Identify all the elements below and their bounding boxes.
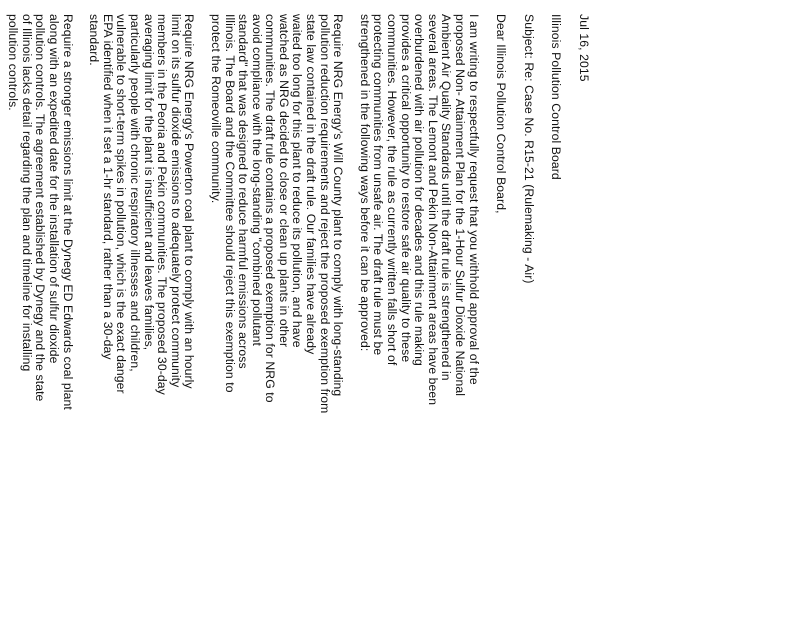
paragraph-line: watched as NRG decided to close or clean up plants in other <box>276 14 291 348</box>
paragraph-line: strengthened in the following ways before it can be approved: <box>357 14 372 352</box>
paragraph-line: pollution controls. <box>6 14 21 111</box>
paragraph-line: several areas. The Lemont and Pekin Non-Attainment areas have been <box>425 14 440 406</box>
letter-salutation: Dear Illinois Pollution Control Board, <box>494 14 509 214</box>
paragraph-line: along with an expedited date for the installation of sulfur dioxide <box>47 14 61 364</box>
paragraph-intro <box>357 14 479 614</box>
paragraph-line: standard. <box>87 14 102 66</box>
paragraph-line: proposed Non- Attainment Plan for the 1-Hour Sulfur Dioxide National <box>453 14 468 397</box>
paragraph-line: communities. The draft rule contains a proposed exemption for NRG to <box>263 14 278 403</box>
paragraph-line: waited too long for this plant to reduce its pollution, and have <box>290 14 305 348</box>
paragraph-line: Illinois. The Board and the Committee should reject this exemption to <box>222 14 237 393</box>
paragraph-line: pollution controls. The agreement established by Dynegy and the state <box>33 14 48 402</box>
paragraph-line: protect the Romeoville community. <box>208 14 223 204</box>
paragraph-line: EPA identified when it set a 1-hr standard, rather than a 30-day <box>100 14 115 360</box>
letter-recipient: Illinois Pollution Control Board <box>549 14 564 180</box>
paragraph-line: Ambient Air Quality Standards until the draft rule is strengthened in <box>439 14 454 381</box>
paragraph-line: Require a stronger emissions limit at the Dynegy ED Edwards coal plant <box>60 14 75 410</box>
paragraph-line: protecting communities from unsafe air. The draft rule must be <box>371 14 386 356</box>
letter-subject: Subject: Re: Case No. R15-21 (Rulemaking - Air) <box>521 14 536 284</box>
paragraph-line: limit on its sulfur dioxide emissions to adequately protect community <box>168 14 183 388</box>
paragraph-will-county <box>208 14 344 614</box>
letter-date: Jul 16, 2015 <box>577 14 591 82</box>
paragraph-line: particularly people with chronic respiratory illnesses and children, <box>127 14 142 372</box>
paragraph-line: Require NRG Energy's Will County plant to comply with long-standing <box>331 14 346 397</box>
paragraph-line: I am writing to respectfully request that you withhold approval of the <box>466 14 481 385</box>
paragraph-line: state law contained in the draft rule. Our families have already <box>304 14 319 355</box>
paragraph-line: communities. However, the rule as currently written falls short of <box>385 14 400 366</box>
paragraph-line: pollution reduction requirements and reject the proposed exemption from <box>317 14 332 414</box>
paragraph-powerton <box>87 14 196 614</box>
paragraph-line: standard" that was designed to reduce harmful emissions across <box>236 14 251 369</box>
paragraph-line: overburdened with air pollution for decades and this rule making <box>412 14 427 366</box>
paragraph-line: averaging limit for the plant is insufficient and leaves families, <box>141 14 156 351</box>
paragraph-line: Require NRG Energy's Powerton coal plant to comply with an hourly <box>182 14 197 389</box>
paragraph-line: vulnerable to short-term spikes in pollution, which is the exact danger <box>114 14 129 394</box>
paragraph-line: members in the Peoria and Pekin communities. The proposed 30-day <box>155 14 170 395</box>
paragraph-line: of Illinois lacks detail regarding the plan and timeline for installing <box>19 14 34 372</box>
paragraph-line: avoid compliance with the long-standing "combined pollutant <box>249 14 264 347</box>
paragraph-line: provides a critical opportunity to restore safe air quality to these <box>398 14 413 363</box>
paragraph-ed-edwards <box>6 14 74 614</box>
letter-body <box>6 14 591 614</box>
